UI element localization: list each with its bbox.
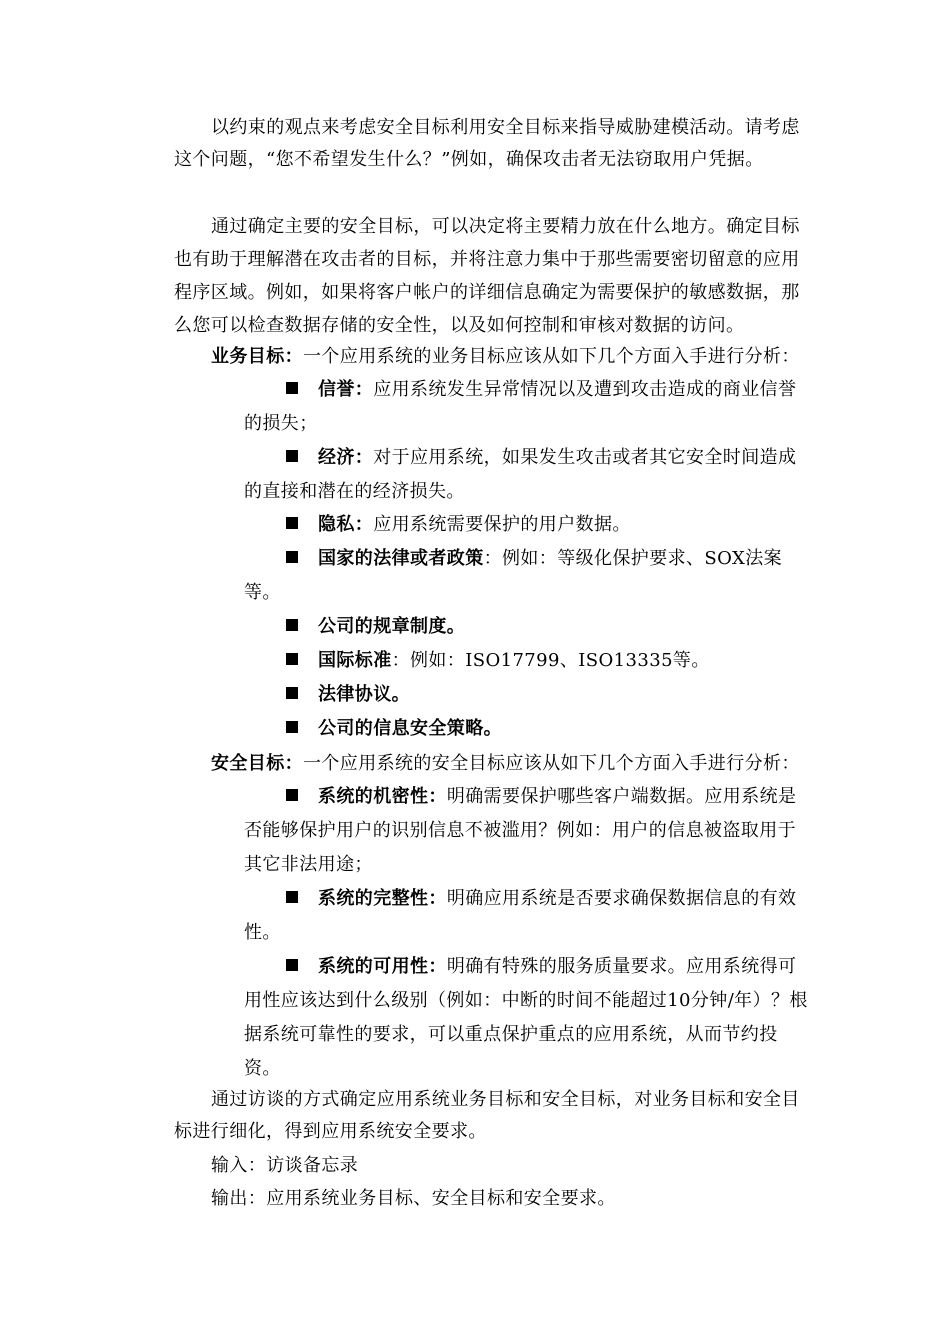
- bullet-text: 明确应用系统是否要求确保数据信息的有效性。: [244, 888, 797, 943]
- bullet-term: 系统的机密性：: [318, 786, 447, 807]
- output-line: 输出：应用系统业务目标、安全目标和安全要求。: [211, 1188, 616, 1209]
- input-line: 输入：访谈备忘录: [211, 1155, 359, 1176]
- bullet-text: 明确有特殊的服务质量要求。应用系统得可用性应该达到什么级别（例如：中断的时间不能超过10分钟/年）？根据系统可靠性的要求，可以重点保护重点的应用系统，从而节约投资。: [244, 956, 808, 1079]
- business-item-security-policy: [244, 712, 810, 746]
- bullet-term: 系统的完整性：: [318, 888, 447, 909]
- bullet-term: 公司的信息安全策略。: [318, 718, 502, 739]
- intro-paragraph-1: 以约束的观点来考虑安全目标利用安全目标来指导威胁建模活动。请考虑这个问题，“您不希望发生什么？”例如，确保攻击者无法窃取用户凭据。: [174, 117, 800, 170]
- security-goals-intro: [174, 748, 814, 780]
- intro-paragraph-2: 通过确定主要的安全目标，可以决定将主要精力放在什么地方。确定目标也有助于理解潜在攻击者的目标，并将注意力集中于那些需要密切留意的应用程序区域。例如，如果将客户帐户的详细信息确定为需要保护的敏感数据，那么您可以检查数据存储的安全性，以及如何控制和审核对数据的访问。: [174, 216, 800, 336]
- bullet-text: 应用系统需要保护的用户数据。: [373, 514, 631, 535]
- business-item-legal-agreement: [244, 678, 810, 712]
- bullet-text: ：例如：ISO17799、ISO13335等。: [391, 650, 710, 671]
- bullet-term: 信誉：: [318, 379, 374, 400]
- bullet-text: 明确需要保护哪些客户端数据。应用系统是否能够保护用户的识别信息不被滥用？例如：用户的信息被盗取用于其它非法用途；: [244, 786, 797, 875]
- bullet-square-icon: [286, 721, 298, 733]
- bullet-term: 法律协议。: [318, 684, 410, 705]
- business-goals-intro: [174, 341, 814, 373]
- bullet-square-icon: [286, 551, 298, 563]
- bullet-term: 系统的可用性：: [318, 956, 447, 977]
- bullet-square-icon: [286, 959, 298, 971]
- bullet-square-icon: [286, 517, 298, 529]
- bullet-text: 对于应用系统，如果发生攻击或者其它安全时间造成的直接和潜在的经济损失。: [244, 447, 797, 502]
- bullet-term: 隐私：: [318, 514, 374, 535]
- bullet-text: 应用系统发生异常情况以及遭到攻击造成的商业信誉的损失；: [244, 379, 797, 434]
- security-item-confidentiality: [244, 780, 810, 882]
- bullet-square-icon: [286, 687, 298, 699]
- business-goals-intro-text: 一个应用系统的业务目标应该从如下几个方面入手进行分析：: [303, 346, 800, 367]
- business-goals-heading: 业务目标：: [211, 346, 303, 367]
- bullet-square-icon: [286, 450, 298, 462]
- business-item-economy: [244, 441, 810, 509]
- bullet-square-icon: [286, 789, 298, 801]
- business-item-law: [244, 542, 810, 610]
- business-item-company-rules: [244, 610, 810, 644]
- security-goals-intro-text: 一个应用系统的安全目标应该从如下几个方面入手进行分析：: [303, 753, 800, 774]
- bullet-term: 国际标准: [318, 650, 392, 671]
- closing-paragraph: 通过访谈的方式确定应用系统业务目标和安全目标，对业务目标和安全目标进行细化，得到应用系统安全要求。: [174, 1089, 800, 1142]
- bullet-term: 经济：: [318, 447, 374, 468]
- business-item-standards: [244, 644, 810, 678]
- security-item-integrity: [244, 882, 810, 950]
- bullet-square-icon: [286, 891, 298, 903]
- bullet-text: ：例如：等级化保护要求、SOX法案等。: [244, 548, 782, 603]
- business-item-privacy: [244, 508, 810, 542]
- bullet-square-icon: [286, 382, 298, 394]
- security-goals-heading: 安全目标：: [211, 753, 303, 774]
- bullet-term: 国家的法律或者政策: [318, 548, 484, 569]
- business-item-reputation: [244, 373, 810, 441]
- bullet-square-icon: [286, 653, 298, 665]
- security-item-availability: [244, 950, 810, 1086]
- bullet-square-icon: [286, 619, 298, 631]
- bullet-term: 公司的规章制度。: [318, 616, 466, 637]
